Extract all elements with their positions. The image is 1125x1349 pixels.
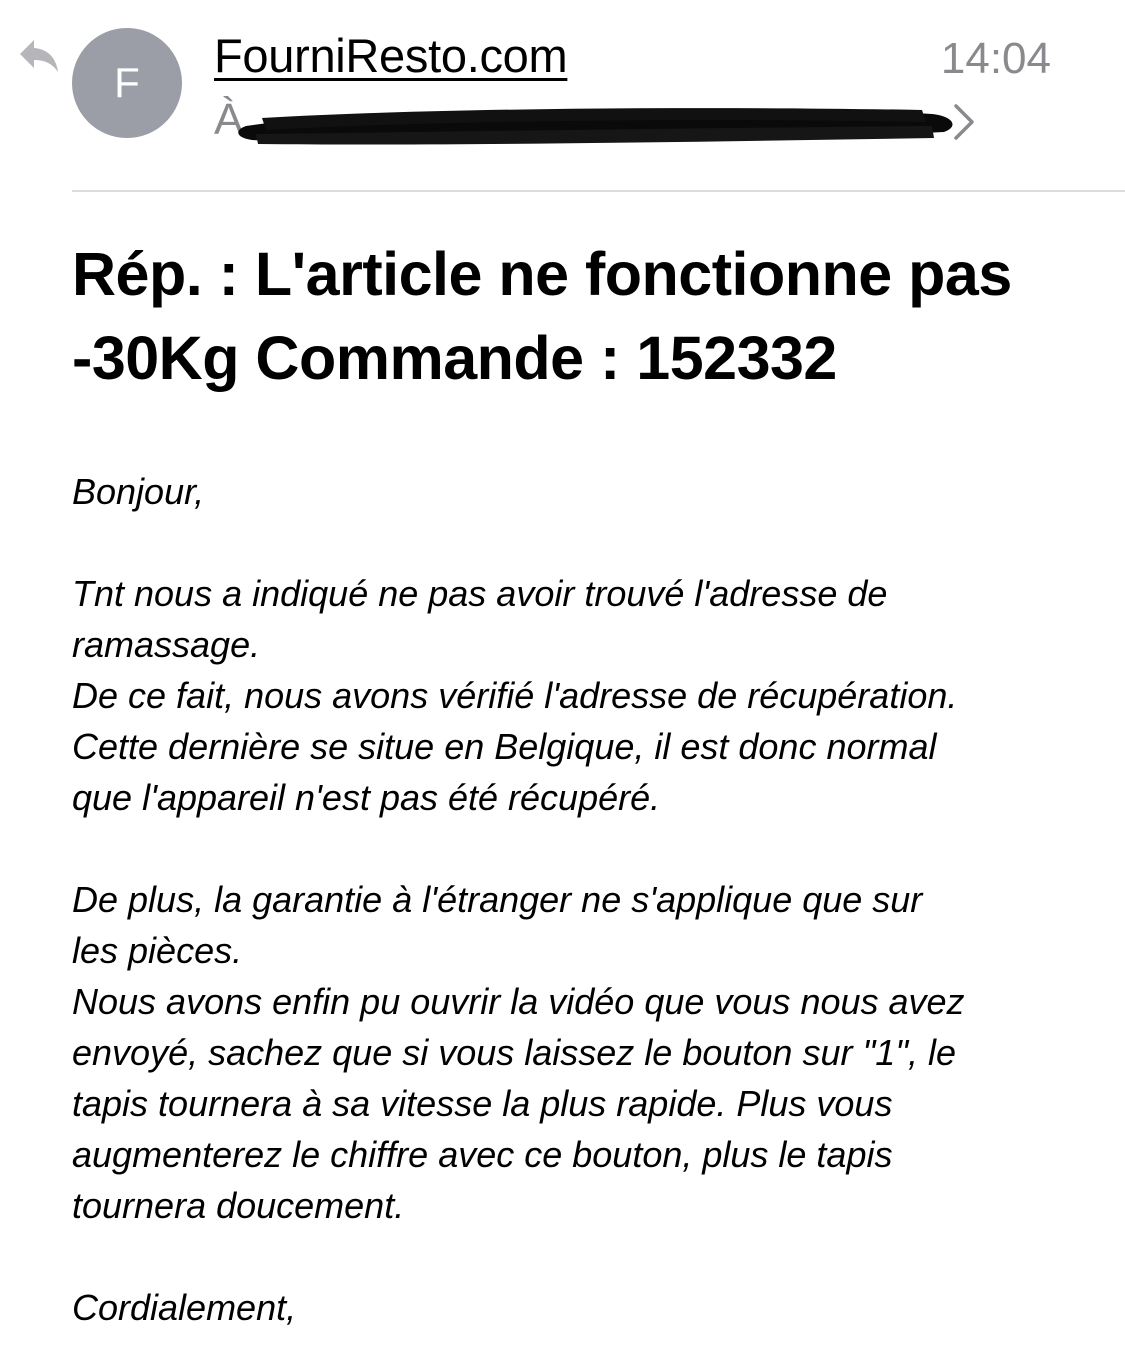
reply-arrow-icon[interactable] [14, 34, 60, 78]
body-line: tournera doucement. [72, 1185, 405, 1226]
body-line: Cette dernière se situe en Belgique, il est donc normal [72, 726, 937, 767]
message-header [0, 0, 1125, 192]
chevron-right-icon [950, 98, 978, 146]
body-line: De plus, la garantie à l'étranger ne s'applique que sur [72, 879, 923, 920]
message-time: 14:04 [940, 34, 1051, 83]
header-divider [72, 190, 1125, 192]
body-line: que l'appareil n'est pas été récupéré. [72, 777, 661, 818]
body-line: tapis tournera à sa vitesse la plus rapide. Plus vous [72, 1083, 893, 1124]
body-line: les pièces. [72, 930, 243, 971]
redaction-marker [232, 104, 972, 148]
recipient-prefix: À [214, 95, 244, 144]
message-subject: Rép. : L'article ne fonctionne pas -30Kg Commande : 152332 [72, 240, 1012, 392]
body-line: augmenterez le chiffre avec ce bouton, plus le tapis [72, 1134, 893, 1175]
closing: Cordialement, [72, 1287, 297, 1328]
body-line: Tnt nous a indiqué ne pas avoir trouvé l'adresse de [72, 573, 888, 614]
sender-avatar[interactable] [72, 28, 182, 138]
body-line: De ce fait, nous avons vérifié l'adresse de récupération. [72, 675, 958, 716]
body-line: ramassage. [72, 624, 261, 665]
recipient-row[interactable] [214, 94, 994, 150]
body-line: envoyé, sachez que si vous laissez le bouton sur "1", le [72, 1032, 957, 1073]
avatar-initial: F [114, 59, 140, 106]
greeting: Bonjour, [72, 471, 205, 512]
sender-name[interactable]: FourniResto.com [214, 29, 568, 82]
message-body [72, 466, 1082, 1333]
body-line: Nous avons enfin pu ouvrir la vidéo que vous nous avez [72, 981, 965, 1022]
